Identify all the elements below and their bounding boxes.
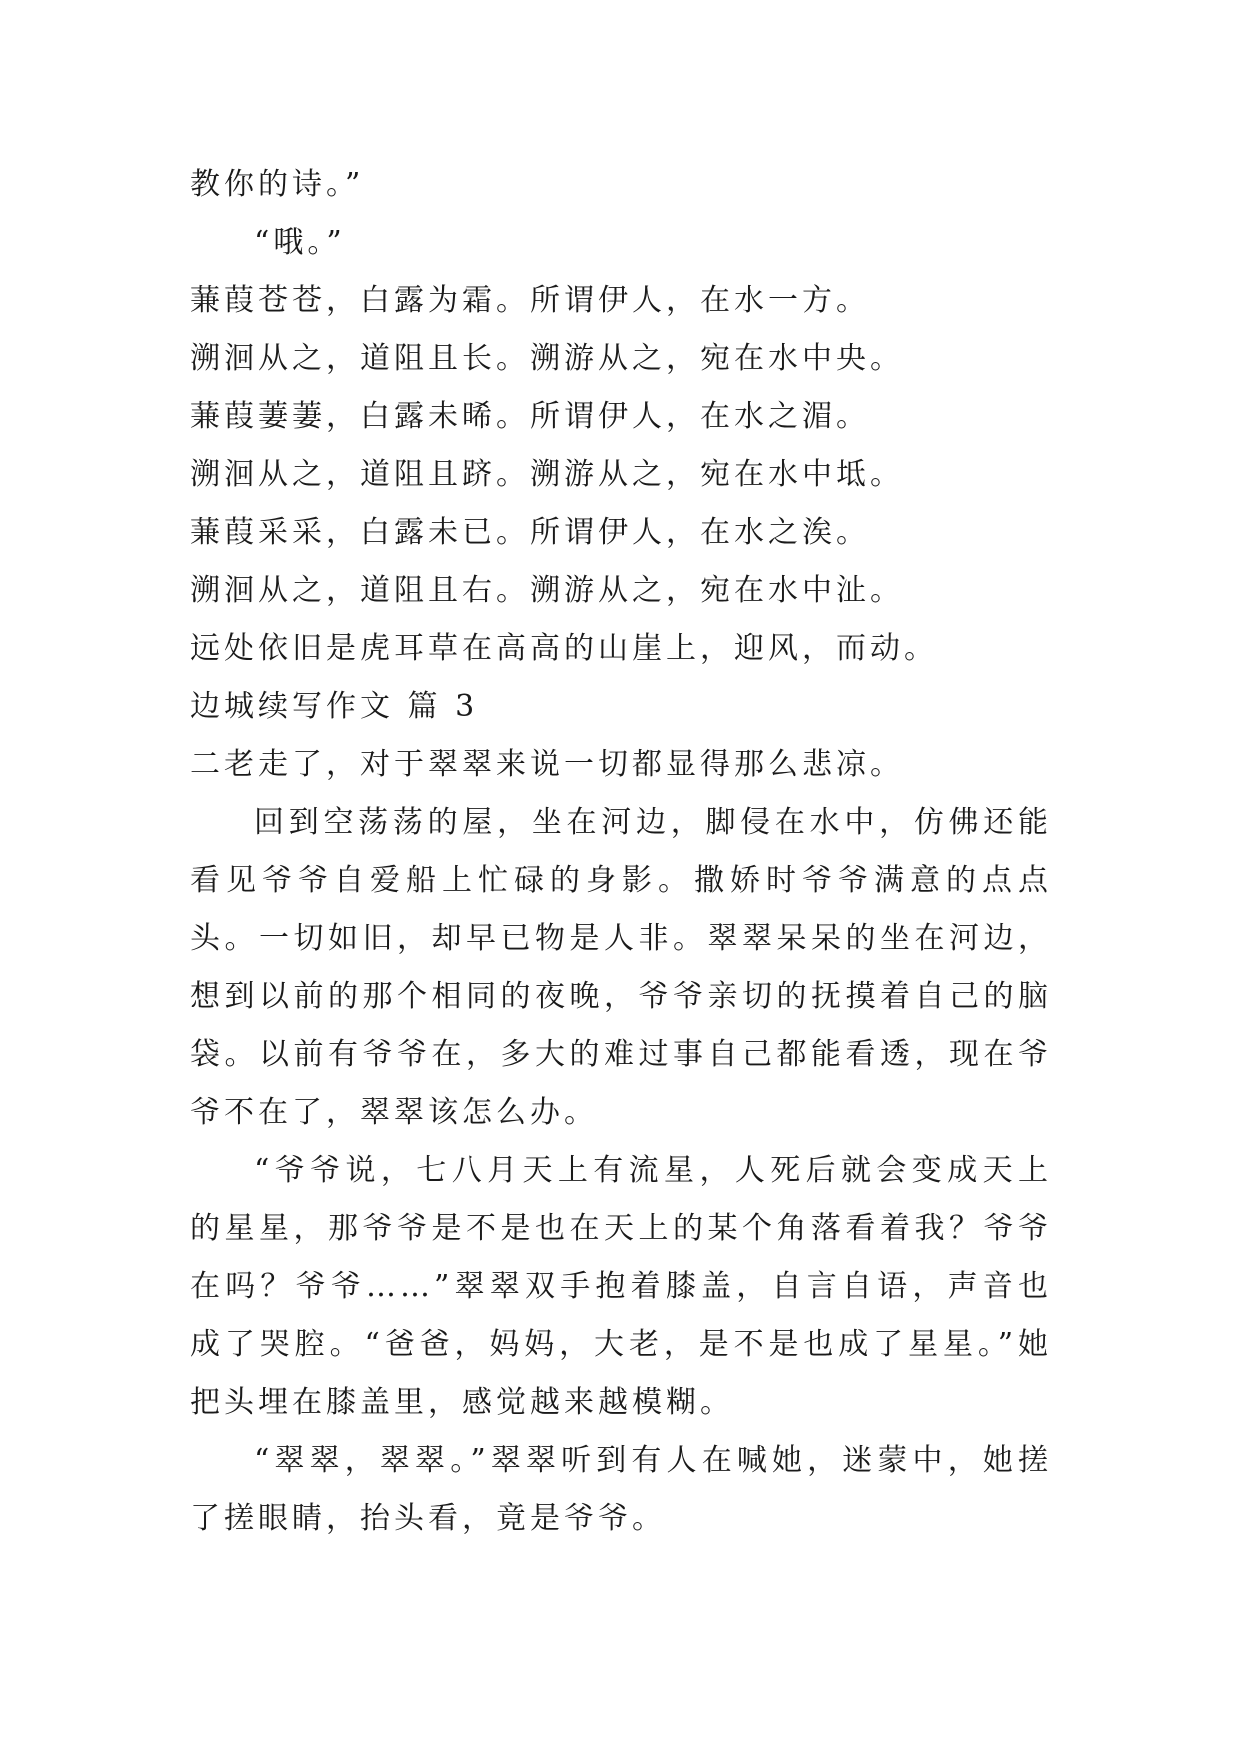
paragraph-dialogue: “哦。” <box>254 225 346 260</box>
paragraph: 二老走了，对于翠翠来说一切都显得那么悲凉。 <box>190 747 904 782</box>
paragraph: 回到空荡荡的屋，坐在河边，脚侵在水中，仿佛还能看见爷爷自爱船上忙碌的身影。撒娇时爷爷满意的点点头。一切如旧，却早已物是人非。翠翠呆呆的坐在河边，想到以前的那个相同的夜晚，爷爷亲切的抚摸着自己的脑袋。以前有爷爷在，多大的难过事自己都能看透，现在爷爷不在了，翠翠该怎么办。 <box>190 805 1052 1130</box>
paragraph-continuation: 教你的诗。” <box>190 167 365 202</box>
poem-line: 蒹葭苍苍，白露为霜。所谓伊人，在水一方。 <box>190 283 870 318</box>
paragraph: 远处依旧是虎耳草在高高的山崖上，迎风，而动。 <box>190 631 938 666</box>
document-body <box>190 156 1052 1548</box>
paragraph: “翠翠，翠翠。”翠翠听到有人在喊她，迷蒙中，她搓了搓眼睛，抬头看，竟是爷爷。 <box>190 1443 1052 1536</box>
section-heading: 边城续写作文 篇 3 <box>190 689 479 724</box>
paragraph: “爷爷说，七八月天上有流星，人死后就会变成天上的星星，那爷爷是不是也在天上的某个角落看着我？爷爷在吗？爷爷……”翠翠双手抱着膝盖，自言自语，声音也成了哭腔。“爸爸，妈妈，大老，是不是也成了星星。”她把头埋在膝盖里，感觉越来越模糊。 <box>190 1153 1052 1420</box>
poem-line: 蒹葭采采，白露未已。所谓伊人，在水之涘。 <box>190 515 870 550</box>
poem-line: 蒹葭萋萋，白露未晞。所谓伊人，在水之湄。 <box>190 399 870 434</box>
poem-line: 溯洄从之，道阻且右。溯游从之，宛在水中沚。 <box>190 573 904 608</box>
poem-line: 溯洄从之，道阻且跻。溯游从之，宛在水中坻。 <box>190 457 904 492</box>
poem-line: 溯洄从之，道阻且长。溯游从之，宛在水中央。 <box>190 341 904 376</box>
